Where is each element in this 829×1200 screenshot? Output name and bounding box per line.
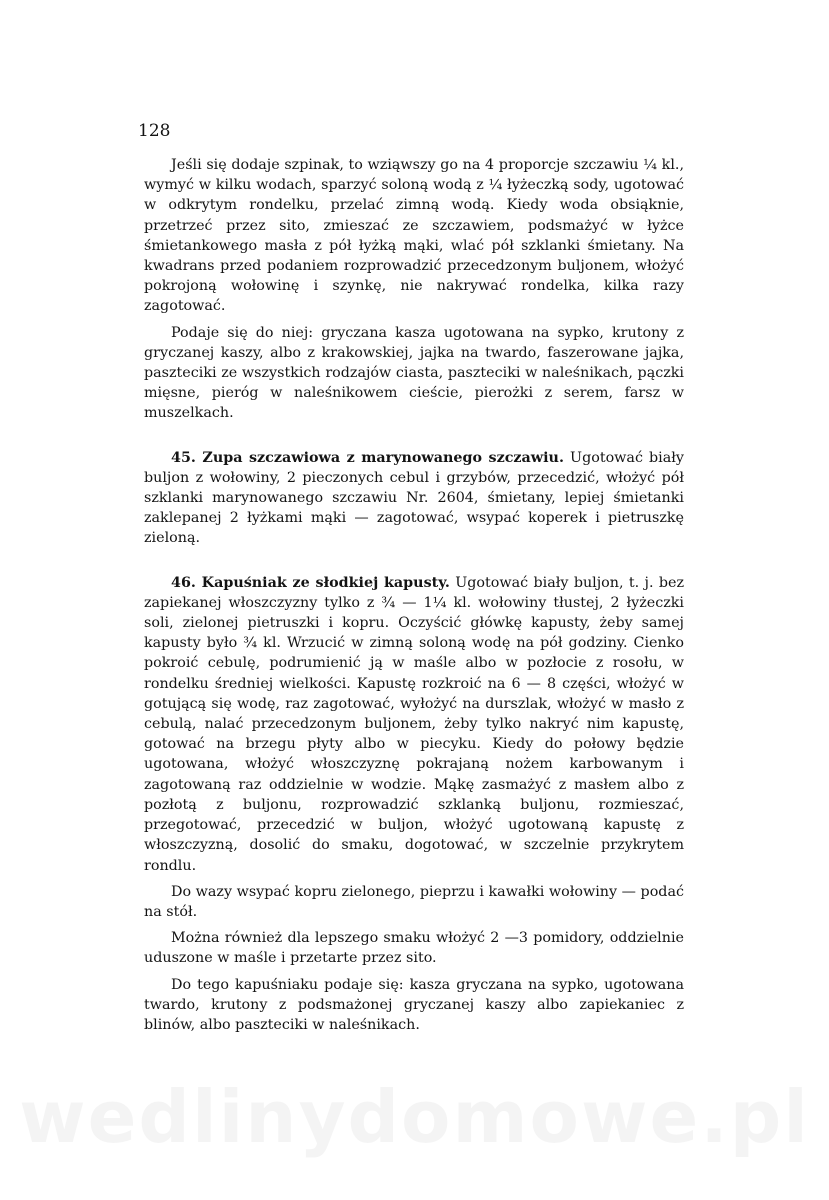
paragraph-text: Można również dla lepszego smaku włożyć 2 —3 pomidory, oddzielnie uduszone w maśle i przetarte przez sito. [144, 930, 684, 967]
paragraph-side-dishes [144, 975, 684, 1036]
watermark [0, 1075, 829, 1159]
recipe-title: 46. Kapuśniak ze słodkiej kapusty. [171, 574, 450, 591]
recipe-text: Ugotować biały buljon, t. j. bez zapiekanej włoszczyzny tylko z ¾ — 1¼ kl. wołowiny tłustej, 2 łyżeczki soli, zielonej pietruszki i kopru. Oczyścić główkę kapusty, żeby samej kapusty było ¾ kl. Wrzucić w zimną soloną wodę na pół godziny. Cienko pokroić cebulę, podrumienić ją w maśle albo w pozłocie z rosołu, w rondelku średniej wielkości. Kapustę rozkroić na 6 — 8 części, włożyć w gotującą się wodę, raz zagotować, wyłożyć na durszlak, włożyć w masło z cebulą, nalać przecedzonym buljonem, żeby tylko nakryć nim kapustę, gotować na brzegu płyty albo w piecyku. Kiedy do połowy będzie ugotowana, włożyć włoszczyznę pokrajaną nożem karbowanym i zagotowaną raz oddzielnie w wodzie. Mąkę zasmażyć z masłem albo z pozłotą z buljonu, rozprowadzić szklanką buljonu, rozmieszać, przegotować, przecedzić w buljon, włożyć ugotowaną kapustę z włoszczyzną, dosolić do smaku, dogotować, w szczelnie przykrytem rondlu. [144, 574, 684, 874]
paragraph-serving-suggestions [144, 323, 684, 424]
paragraph-text: Do wazy wsypać kopru zielonego, pieprzu i kawałki wołowiny — podać na stół. [144, 883, 684, 920]
recipe-45 [144, 448, 684, 549]
paragraph-spinach [144, 155, 684, 317]
recipe-46 [144, 573, 684, 876]
paragraph-serving [144, 882, 684, 922]
paragraph-text: Do tego kapuśniaku podaje się: kasza gryczana na sypko, ugotowana twardo, krutony z podsmażonej gryczanej kaszy albo zapiekaniec z blinów, albo paszteciki w naleśnikach. [144, 976, 684, 1033]
paragraph-tomatoes [144, 928, 684, 968]
recipe-text: Ugotować biały buljon z wołowiny, 2 pieczonych cebul i grzybów, przecedzić, włożyć pół szklanki marynowanego szczawiu Nr. 2604, śmietany, lepiej śmietanki zaklepanej 2 łyżkami mąki — zagotować, wsypać koperek i pietruszkę zieloną. [144, 449, 684, 547]
page-number: 128 [138, 121, 171, 141]
paragraph-text: Podaje się do niej: gryczana kasza ugotowana na sypko, krutony z gryczanej kaszy, albo z krakowskiej, jajka na twardo, faszerowane jajka, paszteciki ze wszystkich rodzajów ciasta, paszteciki w naleśnikach, pączki mięsne, pieróg w naleśnikowem cieście, pierożki z serem, farsz w muszelkach. [144, 324, 684, 422]
text-column [144, 155, 684, 1041]
paragraph-text: Jeśli się dodaje szpinak, to wziąwszy go na 4 proporcje szczawiu ¼ kl., wymyć w kilku wodach, sparzyć soloną wodą z ¼ łyżeczką sody, ugotować w odkrytym rondelku, przelać zimną wodą. Kiedy woda obsiąknie, przetrzeć przez sito, zmieszać ze szczawiem, podsmażyć w łyżce śmietankowego masła z pół łyżką mąki, wlać pół szklanki śmietany. Na kwadrans przed podaniem rozprowadzić przecedzonym buljonem, włożyć pokrojoną wołowinę i szynkę, nie nakrywać rondelka, kilka razy zagotować. [144, 157, 684, 315]
recipe-title: 45. Zupa szczawiowa z marynowanego szczawiu. [171, 449, 564, 466]
